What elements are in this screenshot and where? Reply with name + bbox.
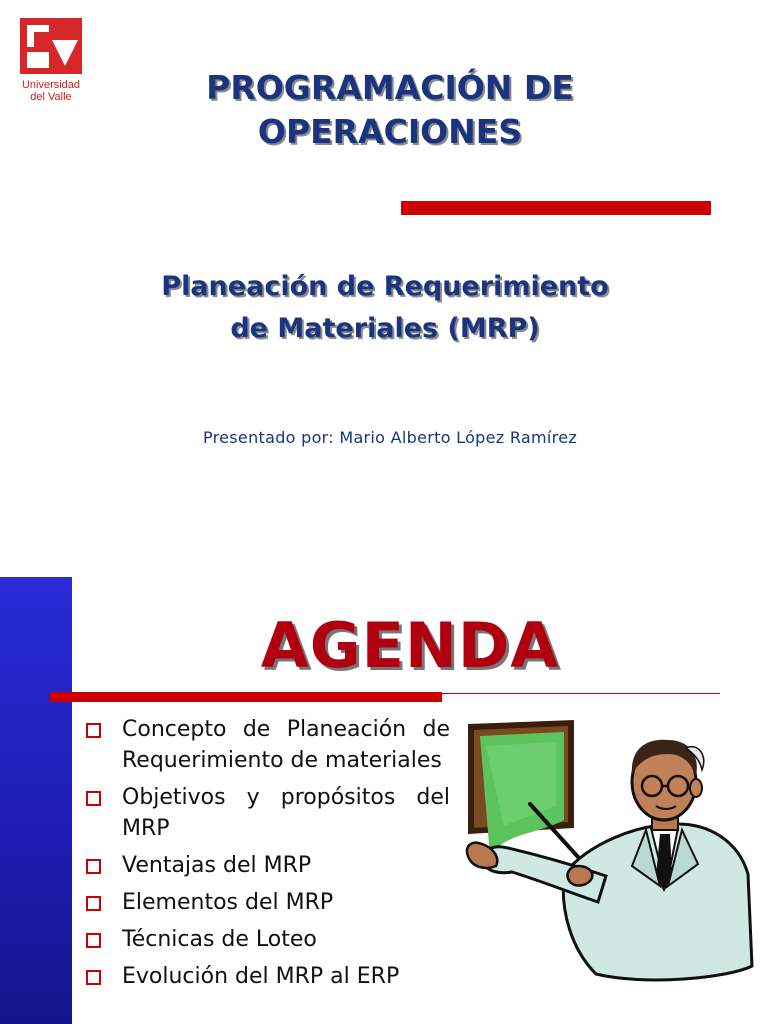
square-bullet-icon xyxy=(86,791,101,806)
agenda-item xyxy=(84,850,450,881)
title-line-1: PROGRAMACIÓN DE xyxy=(206,68,574,107)
agenda-item xyxy=(84,924,450,955)
red-divider-line xyxy=(442,693,720,694)
agenda-item xyxy=(84,961,450,992)
agenda-item xyxy=(84,714,450,776)
logo-text-line1: Universidad xyxy=(21,79,81,91)
agenda-title: AGENDA xyxy=(260,609,560,682)
presenter-text: Presentado por: Mario Alberto López Ramírez xyxy=(202,428,578,447)
agenda-item xyxy=(84,782,450,844)
agenda-item xyxy=(84,887,450,918)
subtitle-line-2: de Materiales (MRP) xyxy=(230,313,540,344)
agenda-item-label: Evolución del MRP al ERP xyxy=(122,964,400,989)
square-bullet-icon xyxy=(86,859,101,874)
logo-text-line2: del Valle xyxy=(30,91,72,103)
red-accent-bar-top xyxy=(401,201,711,215)
page-title xyxy=(130,66,650,154)
square-bullet-icon xyxy=(86,933,101,948)
teacher-pointing-at-board-icon xyxy=(446,716,756,1006)
agenda-item-label: Elementos del MRP xyxy=(122,890,334,915)
square-bullet-icon xyxy=(86,896,101,911)
page-subtitle xyxy=(60,266,710,350)
square-bullet-icon xyxy=(86,970,101,985)
red-accent-bar-bottom xyxy=(50,692,442,702)
agenda-list xyxy=(84,714,450,998)
subtitle-line-1: Planeación de Requerimiento xyxy=(161,271,609,302)
blue-side-bar xyxy=(0,577,72,1024)
title-line-2: OPERACIONES xyxy=(257,112,523,151)
agenda-item-label: Concepto de Planeación de Requerimiento de materiales xyxy=(122,717,450,773)
agenda-item-label: Objetivos y propósitos del MRP xyxy=(122,785,450,841)
agenda-item-label: Técnicas de Loteo xyxy=(122,927,317,952)
agenda-item-label: Ventajas del MRP xyxy=(122,853,312,878)
square-bullet-icon xyxy=(86,723,101,738)
